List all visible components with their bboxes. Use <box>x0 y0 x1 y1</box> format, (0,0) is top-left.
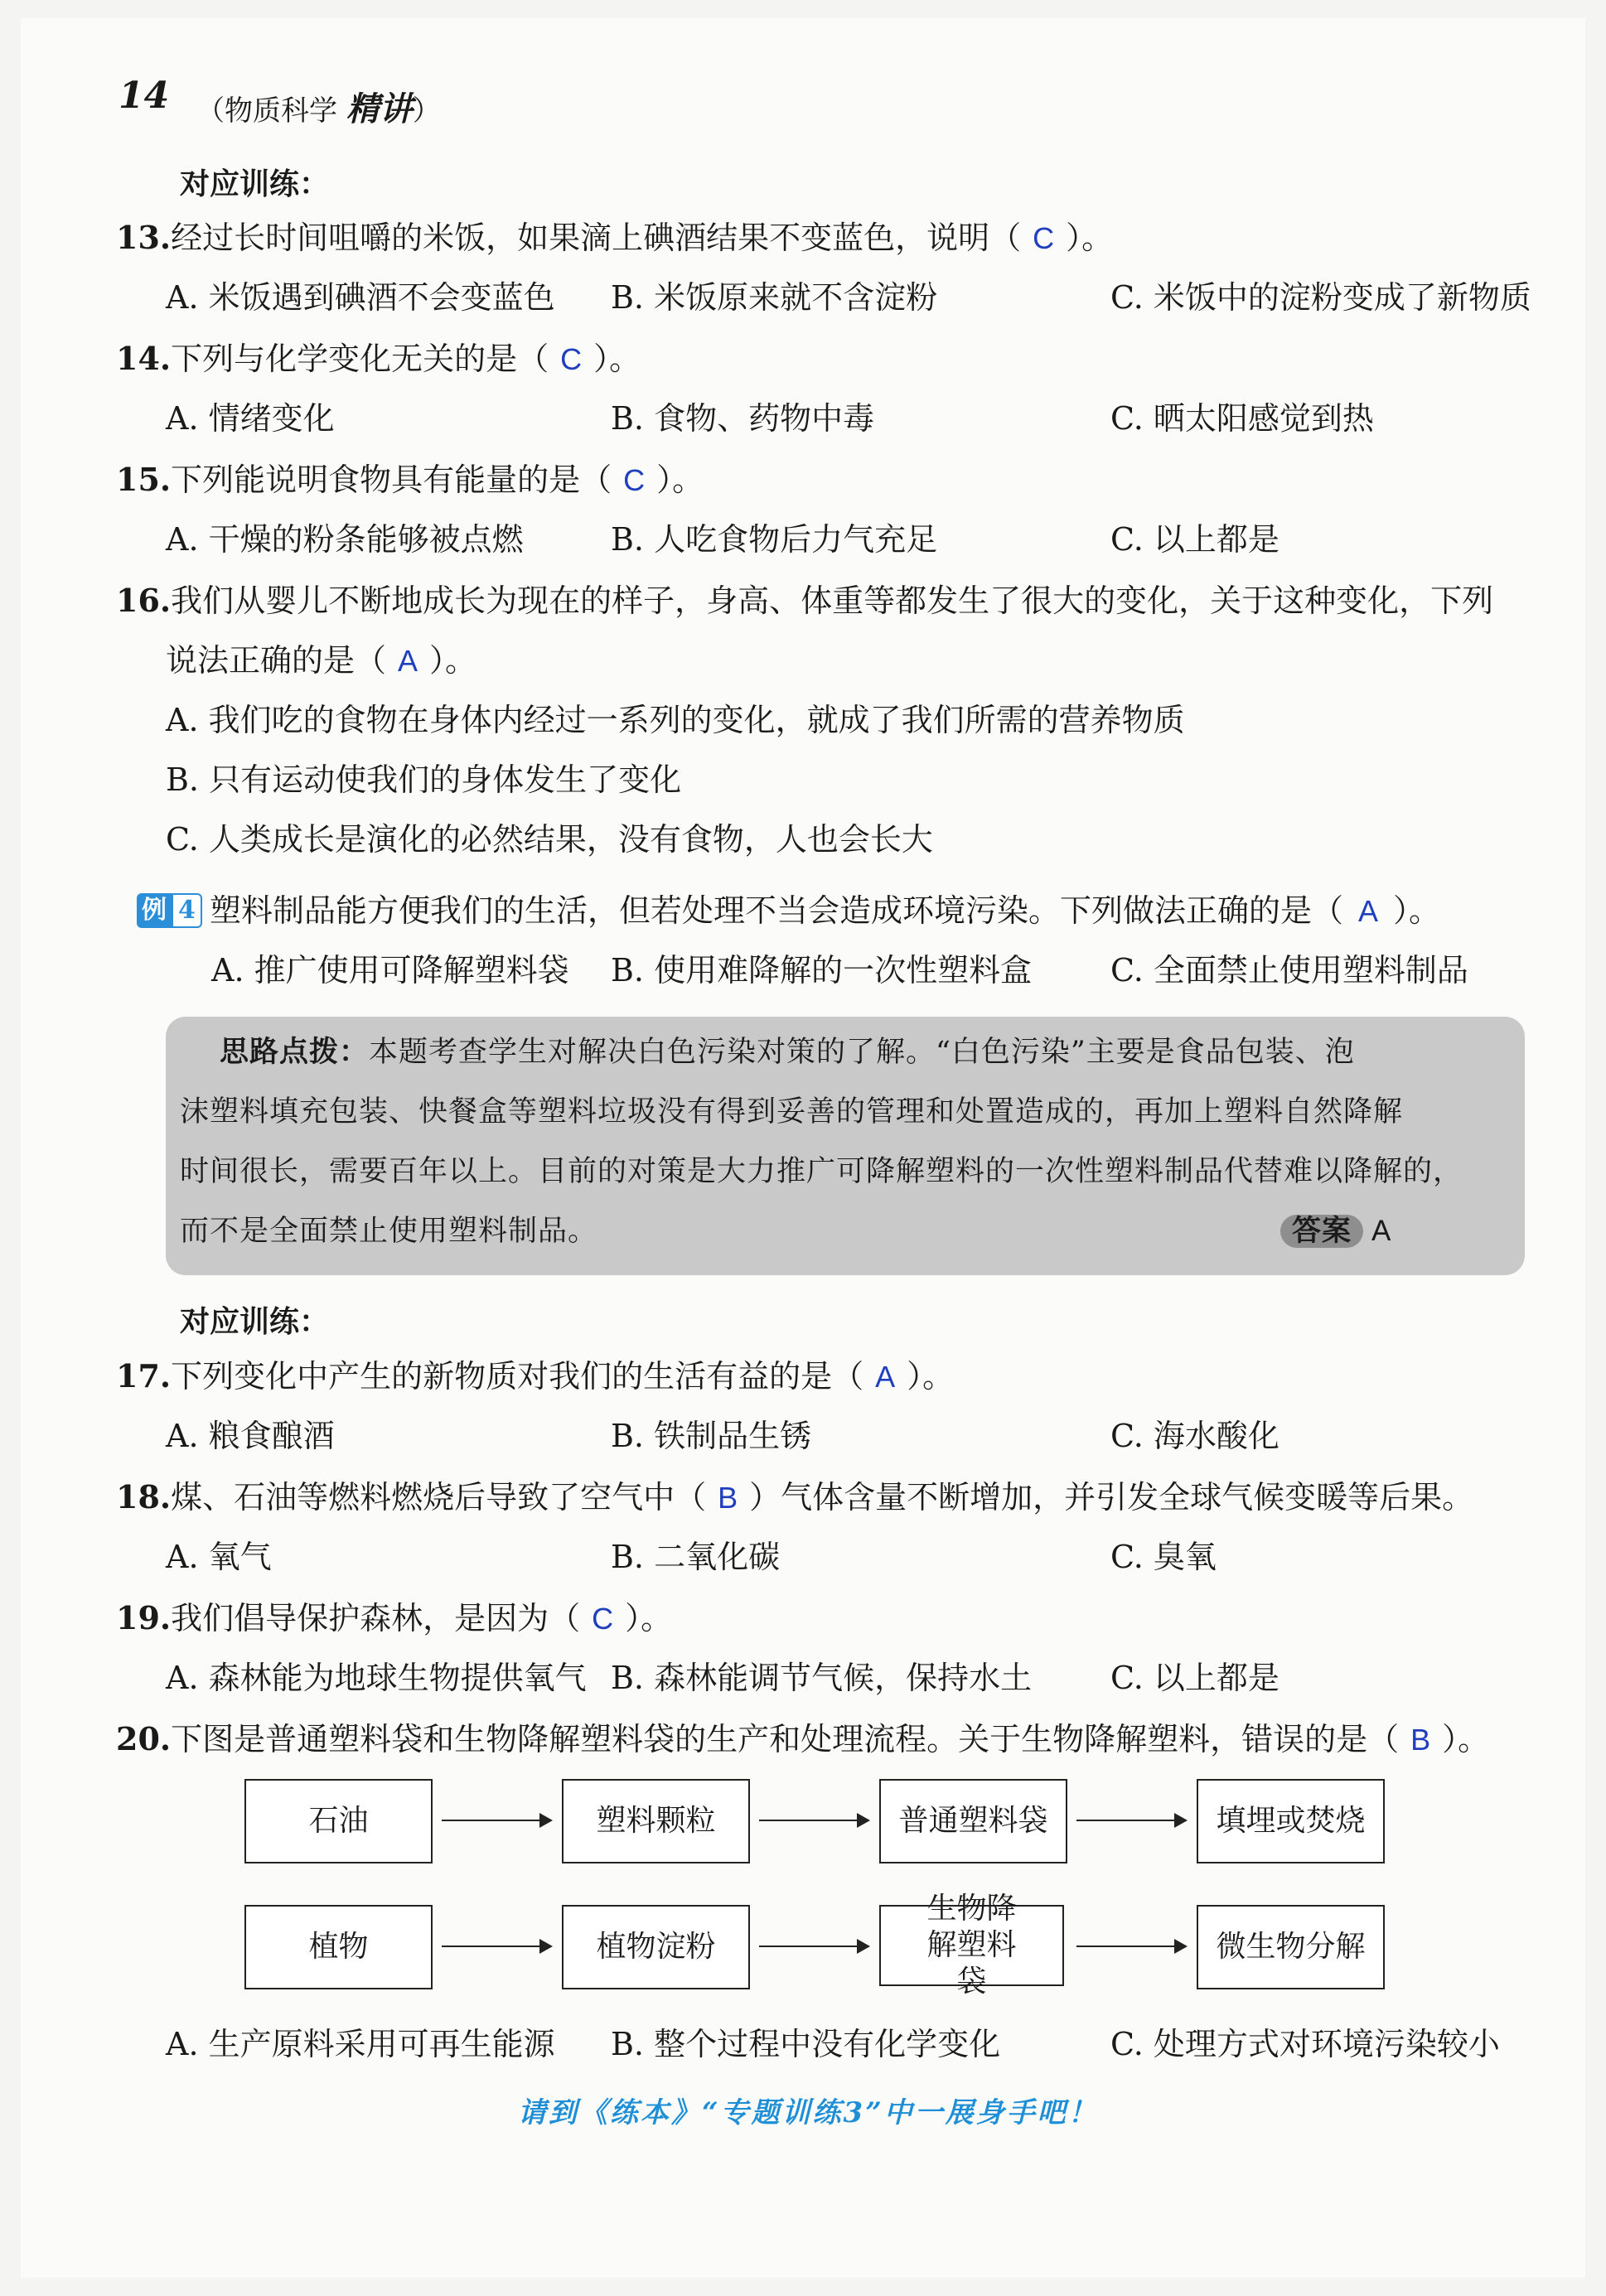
option: B. 食物、药物中毒 <box>611 400 875 437</box>
question-18: 18.煤、石油等燃料燃烧后导致了空气中（ B ）气体含量不断增加，并引发全球气候变暖等后果。 <box>116 1478 1474 1515</box>
section-heading: 对应训练： <box>180 1305 330 1339</box>
hint-line: 时间很长，需要百年以上。目前的对策是大力推广可降解塑料的一次性塑料制品代替难以降解的， <box>180 1155 1463 1188</box>
question-17: 17.下列变化中产生的新物质对我们的生活有益的是（ A ）。 <box>116 1357 955 1395</box>
hint-line: 沫塑料填充包装、快餐盒等塑料垃圾没有得到妥善的管理和处置造成的，再加上塑料自然降解 <box>180 1095 1404 1129</box>
option: C. 处理方式对环境污染较小 <box>1110 2026 1500 2062</box>
answer: A <box>398 644 418 678</box>
flow-box: 塑料颗粒 <box>562 1779 750 1863</box>
answer: B <box>1410 1723 1431 1757</box>
arrow-icon <box>759 1946 868 1947</box>
flow-box: 石油 <box>244 1779 433 1863</box>
question-15: 15.下列能说明食物具有能量的是（ C ）。 <box>116 461 704 498</box>
option: A. 我们吃的食物在身体内经过一系列的变化，就成了我们所需的营养物质 <box>166 702 1185 738</box>
option: A. 推广使用可降解塑料袋 <box>211 952 569 988</box>
option: B. 二氧化碳 <box>611 1539 781 1575</box>
flow-box: 植物淀粉 <box>562 1905 750 1989</box>
option: B. 整个过程中没有化学变化 <box>611 2026 1001 2062</box>
option: A. 情绪变化 <box>166 400 335 437</box>
section-heading: 对应训练： <box>180 167 330 201</box>
hint-label: 思路点拨： <box>220 1036 370 1069</box>
answer: C <box>623 463 646 497</box>
book-title-open: （ <box>196 94 225 128</box>
option: B. 米饭原来就不含淀粉 <box>611 279 938 316</box>
flow-box: 填埋或焚烧 <box>1197 1779 1385 1863</box>
answer: A <box>875 1360 896 1394</box>
flow-box: 生物降解塑料袋 <box>879 1905 1064 1986</box>
arrow-icon <box>1076 1946 1186 1947</box>
option: A. 生产原料采用可再生能源 <box>166 2026 555 2062</box>
arrow-icon <box>442 1946 551 1947</box>
option: B. 使用难降解的一次性塑料盒 <box>611 952 1033 988</box>
hint-line: 思路点拨：本题考查学生对解决白色污染对策的了解。“白色污染”主要是食品包装、泡 <box>220 1036 1355 1069</box>
question-16-line2: 说法正确的是（ A ）。 <box>166 642 477 679</box>
page <box>21 18 1585 2278</box>
flow-box: 普通塑料袋 <box>879 1779 1067 1863</box>
option: B. 只有运动使我们的身体发生了变化 <box>166 761 682 798</box>
option: A. 氧气 <box>166 1539 272 1575</box>
book-subtitle: 精讲 <box>346 90 413 128</box>
book-title: （物质科学 精讲） <box>196 90 441 128</box>
option: A. 干燥的粉条能够被点燃 <box>166 521 524 558</box>
arrow-icon <box>442 1820 551 1821</box>
option: C. 臭氧 <box>1110 1539 1217 1575</box>
page-number: 14 <box>119 75 170 117</box>
option: C. 以上都是 <box>1110 521 1279 558</box>
example-4: 塑料制品能方便我们的生活，但若处理不当会造成环境污染。下列做法正确的是（ A ）。 <box>210 892 1441 929</box>
question-16: 16.我们从婴儿不断地成长为现在的样子，身高、体重等都发生了很大的变化，关于这种变化，下列 <box>116 582 1494 619</box>
arrow-icon <box>1076 1820 1186 1821</box>
question-20: 20.下图是普通塑料袋和生物降解塑料袋的生产和处理流程。关于生物降解塑料，错误的是（ B ）。 <box>116 1720 1490 1757</box>
option: C. 晒太阳感觉到热 <box>1110 400 1374 437</box>
option: A. 米饭遇到碘酒不会变蓝色 <box>166 279 555 316</box>
answer: C <box>560 342 583 376</box>
answer: C <box>1033 221 1055 255</box>
arrow-icon <box>759 1820 868 1821</box>
question-13: 13.经过长时间咀嚼的米饭，如果滴上碘酒结果不变蓝色，说明（ C ）。 <box>116 219 1114 256</box>
option: A. 粮食酿酒 <box>166 1418 335 1454</box>
question-19: 19.我们倡导保护森林，是因为（ C ）。 <box>116 1599 673 1636</box>
option: C. 海水酸化 <box>1110 1418 1279 1454</box>
question-14: 14.下列与化学变化无关的是（ C ）。 <box>116 340 641 377</box>
flow-box: 植物 <box>244 1905 433 1989</box>
example-tag: 例 4 <box>137 893 202 928</box>
option: C. 全面禁止使用塑料制品 <box>1110 952 1468 988</box>
option: A. 森林能为地球生物提供氧气 <box>166 1660 587 1696</box>
answer: C <box>592 1602 614 1636</box>
option: C. 人类成长是演化的必然结果，没有食物，人也会长大 <box>166 821 933 858</box>
answer-label: 答案 A <box>1280 1201 1391 1261</box>
flow-box: 微生物分解 <box>1197 1905 1385 1989</box>
footer-prompt: 请到《练本》“专题训练3”中一展身手吧！ <box>518 2096 1099 2129</box>
option: B. 铁制品生锈 <box>611 1418 812 1454</box>
option: B. 森林能调节气候，保持水土 <box>611 1660 1033 1696</box>
answer: B <box>718 1481 738 1515</box>
answer: A <box>1358 894 1379 928</box>
option: B. 人吃食物后力气充足 <box>611 521 938 558</box>
hint-line: 而不是全面禁止使用塑料制品。 <box>180 1215 598 1248</box>
option: C. 以上都是 <box>1110 1660 1279 1696</box>
option: C. 米饭中的淀粉变成了新物质 <box>1110 279 1531 316</box>
